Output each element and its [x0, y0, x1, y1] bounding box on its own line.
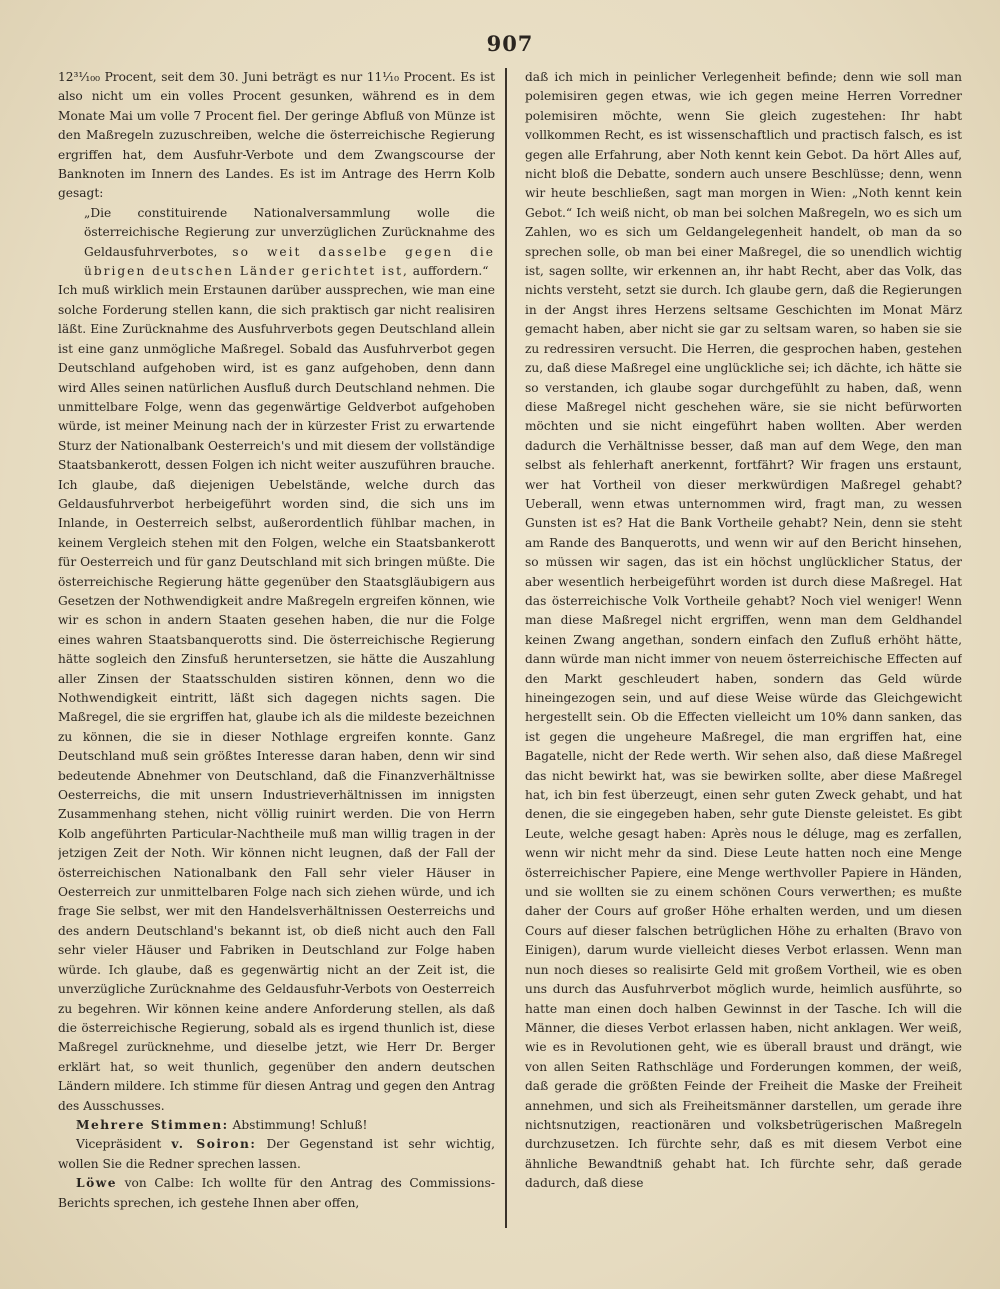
quote-part: auffordern.“	[412, 264, 489, 279]
quote-part: „Die constituirende Nationalversammlung wolle die österreichische Regierung zur unverzüglichen Zurücknahme des Geldausfuhrverbotes,	[84, 205, 495, 259]
paragraph: daß ich mich in peinlicher Verlegenheit befinde; denn wie soll man polemisiren gegen etwas, wie ich gegen meine Herren Vorredner polemisiren möchte, wenn Sie gleich zugestehen: Ihr habt vollkommen Recht, es ist wissenschaftlich und practisch falsch, es ist gegen alle Erfahrung, aber Noth kennt kein Gebot. Da hört Alles auf, nicht bloß die Debatte, sondern auch unsere Beschlüsse; denn, wenn wir heute beschließen, sagt man morgen in Wien: „Noth kennt kein Gebot.“ Ich weiß nicht, ob man bei solchen Maßregeln, wo es sich um Zahlen, wo es sich um Geldangelegenheit handelt, ob man da so sprechen solle, ob man bei einer Maßregel, die so unendlich wichtig ist, sagen sollte, wir erkennen an, ihr habt Recht, aber das Volk, das nichts versteht, setzt sie durch. Ich glaube gern, daß die Regierungen in der Angst ihres Herzens seltsame Geschichten im Monat März gemacht haben, aber nicht sie gar zu seltsam waren, so haben sie sie zu redressiren versucht. Die Herren, die gesprochen haben, gestehen zu, daß diese Maßregel eine unglückliche sei; ich dächte, ich hätte sie so verstanden, ich glaube sogar durchgefühlt zu haben, daß, wenn diese Maßregel nicht geschehen wäre, sie sie nicht befürworten möchten und sie nicht eingeführt haben wollten. Aber werden dadurch die Verhältnisse besser, daß man auf dem Wege, den man selbst als fehlerhaft anerkennt, fortfährt? Wir fragen uns erstaunt, wer hat Vortheil von dieser merkwürdigen Maßregel gehabt? Ueberall, wenn etwas unternommen wird, fragt man, zu wessen Gunsten ist es? Hat die Bank Vortheile gehabt? Nein, denn sie steht am Rande des Banquerotts, und wenn wir auf den Bericht hinsehen, so müssen wir sagen, das ist ein höchst unglücklicher Status, der aber wesentlich herbeigeführt worden ist durch diese Maßregel. Hat das österreichische Volk Vortheile gehabt? Noch viel weniger! Wenn man diese Maßregel nicht ergriffen, wenn man dem Geldhandel keinen Zwang angethan, sondern einfach den Zufluß erhöht hätte, dann würde man nicht immer von neuem österreichische Effecten auf den Markt geschleudert haben, sondern das Geld würde hineingezogen sein, und auf diese Weise würde das Gleichgewicht hergestellt sein. Ob die Effecten vielleicht um 10% dann sanken, das ist gegen die ungeheure Maßregel, die man ergriffen hat, eine Bagatelle, nicht der Rede werth. Wir sehen also, daß diese Maßregel das nicht bewirkt hat, was sie bewirken sollte, aber diese Maßregel hat, ich bin fest überzeugt, einen sehr guten Zweck gehabt, und hat denen, die sie eingegeben haben, sehr gute Dienste geleistet. Es gibt Leute, welche gesagt haben: Après nous le déluge, mag es zerfallen, wenn wir nicht mehr da sind. Diese Leute hatten noch eine Menge österreichischer Papiere, eine Menge werthvoller Papiere in Händen, und sie wollten sie zu einem schönen Cours verwerthen; es mußte daher der Cours auf großer Höhe erhalten werden, und um diesen Cours auf dieser falschen betrüglichen Höhe zu erhalten (Bravo von Einigen), darum wurde vielleicht dieses Verbot erlassen. Wenn man nun noch dieses so realisirte Geld mit großem Vortheil, wie es oben uns durch das Ausfuhrverbot möglich wurde, heimlich ausführte, so hatte man einen doch halben Gewinnst in der Tasche. Ich will die Männer, die dieses Verbot erlassen haben, nicht anklagen. Wer weiß, wie es in Revolutionen geht, wie es überall braust und drängt, wie von allen Seiten Rathschläge und Forderungen kommen, der weiß, daß gerade die größten Feinde der Freiheit die Maske der Freiheit annehmen, und sich als Freiheitsmänner darstellen, um gerade ihre nichtsnutzigen, reactionären und volksbetrügerischen Maßregeln durchzusetzen. Ich fürchte sehr, daß es mit diesem Verbot eine ähnliche Bewandtniß gehabt hat. Ich fürchte sehr, daß gerade dadurch, daß diese	[525, 70, 962, 1191]
speech-text: Der Gegenstand ist sehr wichtig, wollen Sie die Redner sprechen lassen.	[58, 1137, 495, 1171]
quote-emphasis: so weit dasselbe gegen die übrigen deutschen Länder gerichtet ist,	[84, 244, 495, 279]
speech-text: Abstimmung! Schluß!	[232, 1117, 368, 1132]
right-column	[525, 68, 962, 1228]
speaker-role: Vicepräsident	[76, 1137, 162, 1152]
quoted-motion	[84, 204, 495, 282]
speaker-paragraph	[58, 1135, 495, 1174]
page-number: 907	[486, 31, 534, 56]
text-columns	[58, 68, 962, 1228]
speaker-name: Mehrere Stimmen:	[76, 1117, 229, 1132]
speech-text: von Calbe: Ich wollte für den Antrag des Commissions-Berichts sprechen, ich gestehe Ihnen aber offen,	[58, 1176, 495, 1210]
speaker-paragraph	[58, 1174, 495, 1213]
speaker-name: v. Soiron:	[171, 1137, 257, 1152]
speaker-paragraph	[58, 1116, 495, 1135]
column-divider	[505, 68, 507, 1228]
paragraph: Ich muß wirklich mein Erstaunen darüber aussprechen, wie man eine solche Forderung stellen kann, die sich praktisch gar nicht realisiren läßt. Eine Zurücknahme des Ausfuhrverbots gegen Deutschland allein ist eine ganz unmögliche Maßregel. Sobald das Ausfuhrverbot gegen Deutschland aufgehoben wird, ist es ganz aufgehoben, denn dann wird Alles seinen natürlichen Ausfluß durch Deutschland nehmen. Die unmittelbare Folge, wenn das gegenwärtige Geldverbot aufgehoben würde, ist meiner Meinung nach der in kürzester Frist zu erwartende Sturz der Nationalbank Oesterreich's und mit diesem der vollständige Staatsbankerott, dessen Folgen ich nicht weiter auszuführen brauche. Ich glaube, daß diejenigen Uebelstände, welche durch das Geldausfuhrverbot herbeigeführt worden sind, die sich uns im Inlande, in Oesterreich selbst, außerordentlich fühlbar machen, in keinem Vergleich stehen mit den Folgen, welche ein Staatsbankerott für Oesterreich und für ganz Deutschland mit sich bringen müßte. Die österreichische Regierung hätte gegenüber den Staatsgläubigern aus Gesetzen der Nothwendigkeit andre Maßregeln ergreifen können, wie wir es schon in andern Staaten gesehen haben, die nur die Folge eines wahren Staatsbanquerotts sind. Die österreichische Regierung hätte sogleich den Zinsfuß heruntersetzen, sie hätte die Auszahlung aller Zinsen der Staatsschulden sistiren können, denn wo die Nothwendigkeit eintritt, läßt sich dagegen nichts sagen. Die Maßregel, die sie ergriffen hat, glaube ich als die mildeste bezeichnen zu können, die sie in dieser Nothlage ergreifen konnte. Ganz Deutschland muß sein größtes Interesse daran haben, denn wir sind bedeutende Abnehmer von Deutschland, daß die Finanzverhältnisse Oesterreichs, die mit unsern Industrieverhältnissen im innigsten Zusammenhang stehen, nicht völlig ruinirt werden. Die von Herrn Kolb angeführten Particular-Nachtheile muß man willig tragen in der jetzigen Zeit der Noth. Wir können nicht leugnen, daß der Fall der österreichischen Nationalbank den Fall sehr vieler Häuser in Oesterreich zur unmittelbaren Folge nach sich ziehen würde, und ich frage Sie selbst, wer mit den Handelsverhältnissen Oesterreichs und des andern Deutschland's bekannt ist, ob dieß nicht auch den Fall sehr vieler Häuser und Fabriken in Deutschland zur Folge haben würde. Ich glaube, daß es gegenwärtig nicht an der Zeit ist, die unverzügliche Zurücknahme des Geldausfuhr-Verbots von Oesterreich zu begehren. Wir können keine andere Anforderung stellen, als daß die österreichische Regierung, sobald als es irgend thunlich ist, diese Maßregel zurücknehme, und dieselbe jetzt, wie Herr Dr. Berger erklärt hat, so weit thunlich, gegenüber den andern deutschen Ländern mildere. Ich stimme für diesen Antrag und gegen den Antrag des Ausschusses.	[58, 283, 495, 1113]
paragraph: 12³¹⁄₁₀₀ Procent, seit dem 30. Juni beträgt es nur 11¹⁄₁₀ Procent. Es ist also nicht um ein volles Procent gesunken, während es in dem Monate Mai um volle 7 Procent fiel. Der geringe Abfluß von Münze ist den Maßregeln zuzuschreiben, welche die österreichische Regierung ergriffen hat, dem Ausfuhr-Verbote und dem Zwangscourse der Banknoten im Innern des Landes. Es ist im Antrage des Herrn Kolb gesagt:	[58, 70, 495, 201]
left-column	[58, 68, 495, 1228]
speaker-name: Löwe	[76, 1176, 117, 1191]
